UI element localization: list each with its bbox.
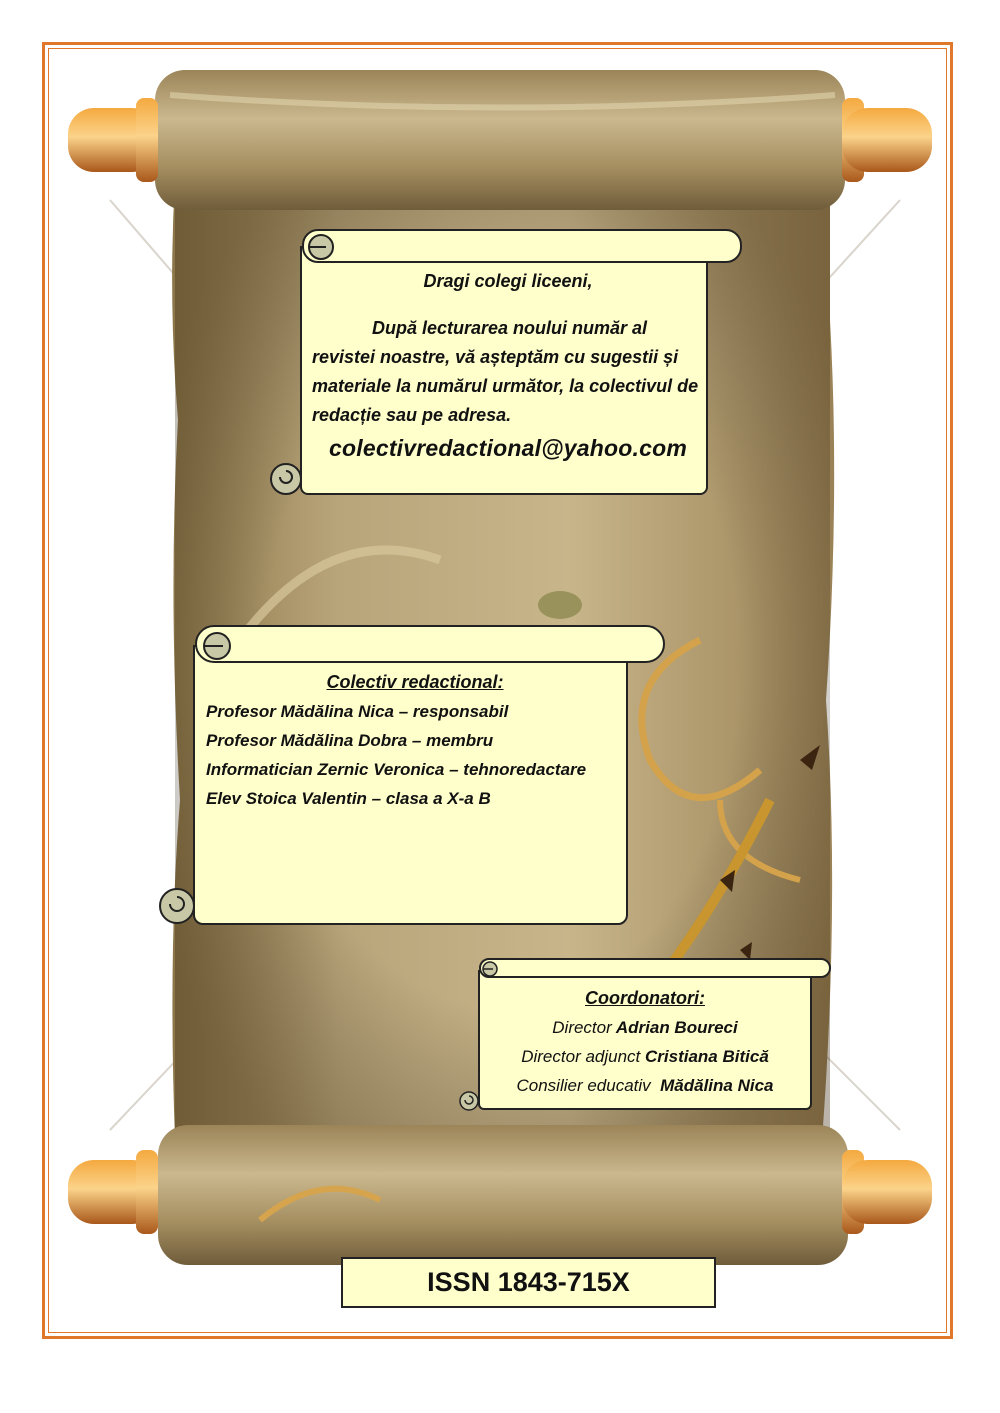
coordinator-line: [484, 1013, 806, 1042]
coordinator-line: [484, 1071, 806, 1100]
scroll-curl-icon: [458, 1090, 480, 1112]
coordinator-name: Adrian Boureci: [615, 1018, 738, 1037]
scroll-curl-icon: [306, 232, 336, 262]
coordinator-name: Mădălina Nica: [660, 1076, 774, 1095]
editorial-team-heading: Colectiv redactional:: [326, 672, 504, 692]
letter-greeting: Dragi colegi liceeni,: [423, 271, 593, 291]
coordinator-role: Director: [552, 1018, 612, 1037]
editorial-member: Profesor Mădălina Dobra – membru: [206, 731, 494, 750]
editorial-team-banner-top-roll: [195, 625, 665, 663]
coordinators-content: [484, 984, 806, 1100]
letter-banner-top-roll: [302, 229, 742, 263]
editorial-team-content: [206, 668, 624, 813]
contact-email[interactable]: colectivredactional@yahoo.com: [329, 435, 687, 461]
coordinators-heading: Coordonatori:: [585, 988, 705, 1008]
issn-box: ISSN 1843-715X: [341, 1257, 716, 1308]
scroll-curl-icon: [201, 630, 233, 662]
letter-content: [312, 267, 704, 463]
scroll-curl-icon: [481, 960, 499, 978]
editorial-member: Profesor Mădălina Nica – responsabil: [206, 702, 509, 721]
coordinators-banner-top-roll: [479, 958, 831, 978]
coordinator-line: [484, 1042, 806, 1071]
editorial-member: Elev Stoica Valentin – clasa a X-a B: [206, 789, 491, 808]
letter-paragraph: După lecturarea noului număr al revistei noastre, vă așteptăm cu sugestii și materiale la numărul următor, la colectivul de redacție sau pe adresa.: [312, 318, 699, 425]
coordinator-name: Cristiana Bitică: [645, 1047, 769, 1066]
scroll-curl-icon: [157, 886, 197, 926]
scroll-curl-icon: [268, 461, 304, 497]
coordinator-role: Director adjunct: [521, 1047, 641, 1066]
editorial-member: Informatician Zernic Veronica – tehnoredactare: [206, 760, 587, 779]
coordinator-role: Consilier educativ: [516, 1076, 651, 1095]
